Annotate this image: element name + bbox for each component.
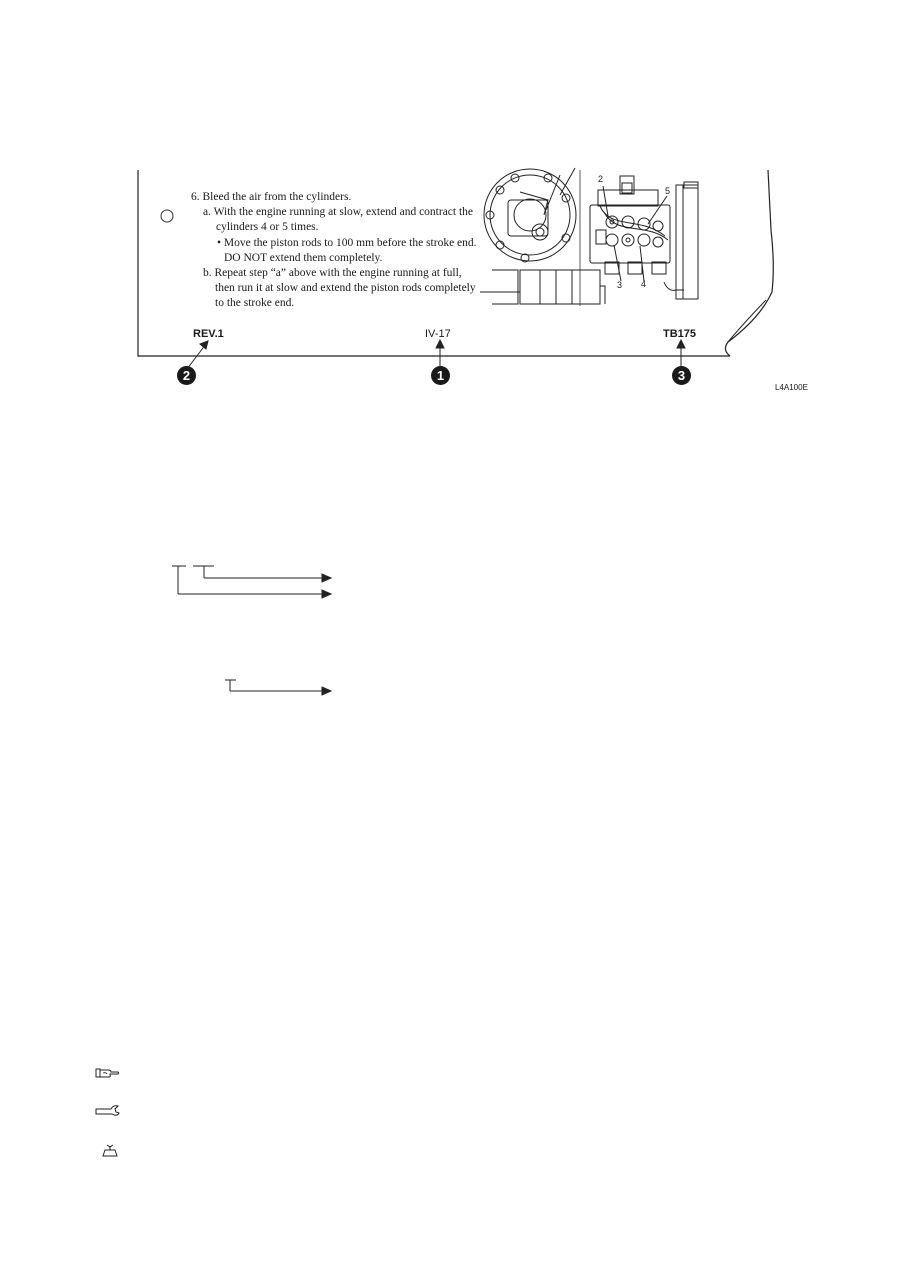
- figure-label-5: 5: [665, 186, 671, 196]
- step-6a-bullet-line2: DO NOT extend them completely.: [224, 252, 383, 264]
- figure-label-3: 3: [617, 280, 623, 290]
- callout-1: 1: [431, 366, 450, 385]
- binder-hole: [161, 210, 173, 222]
- step-6b-line1: b. Repeat step “a” above with the engine running at full,: [203, 267, 462, 279]
- figure-label-2: 2: [598, 174, 604, 184]
- weight-icon: [100, 1142, 120, 1158]
- bracket-diagram-1: [172, 566, 331, 598]
- wrench-icon: [95, 1104, 123, 1118]
- page-number-label: IV-17: [425, 328, 451, 340]
- step-6b-line2: then run it at slow and extend the piston rods completely: [215, 282, 476, 294]
- step-6b-line3: to the stroke end.: [215, 297, 295, 309]
- callout-arrows: [187, 340, 685, 369]
- figure-caption: L4A100E: [775, 383, 808, 392]
- callout-3: 3: [672, 366, 691, 385]
- step-6a-line2: cylinders 4 or 5 times.: [216, 221, 319, 233]
- pointing-hand-icon: [94, 1065, 120, 1081]
- bracket-diagram-2: [225, 680, 331, 695]
- step-6a-bullet-line1: • Move the piston rods to 100 mm before the stroke end.: [217, 237, 477, 249]
- figure-label-4: 4: [641, 279, 647, 289]
- step-6: 6. Bleed the air from the cylinders.: [191, 191, 352, 203]
- model-label: TB175: [663, 328, 697, 340]
- revision-label: REV.1: [193, 328, 224, 340]
- callout-2: 2: [177, 366, 196, 385]
- step-6a-line1: a. With the engine running at slow, extend and contract the: [203, 206, 474, 218]
